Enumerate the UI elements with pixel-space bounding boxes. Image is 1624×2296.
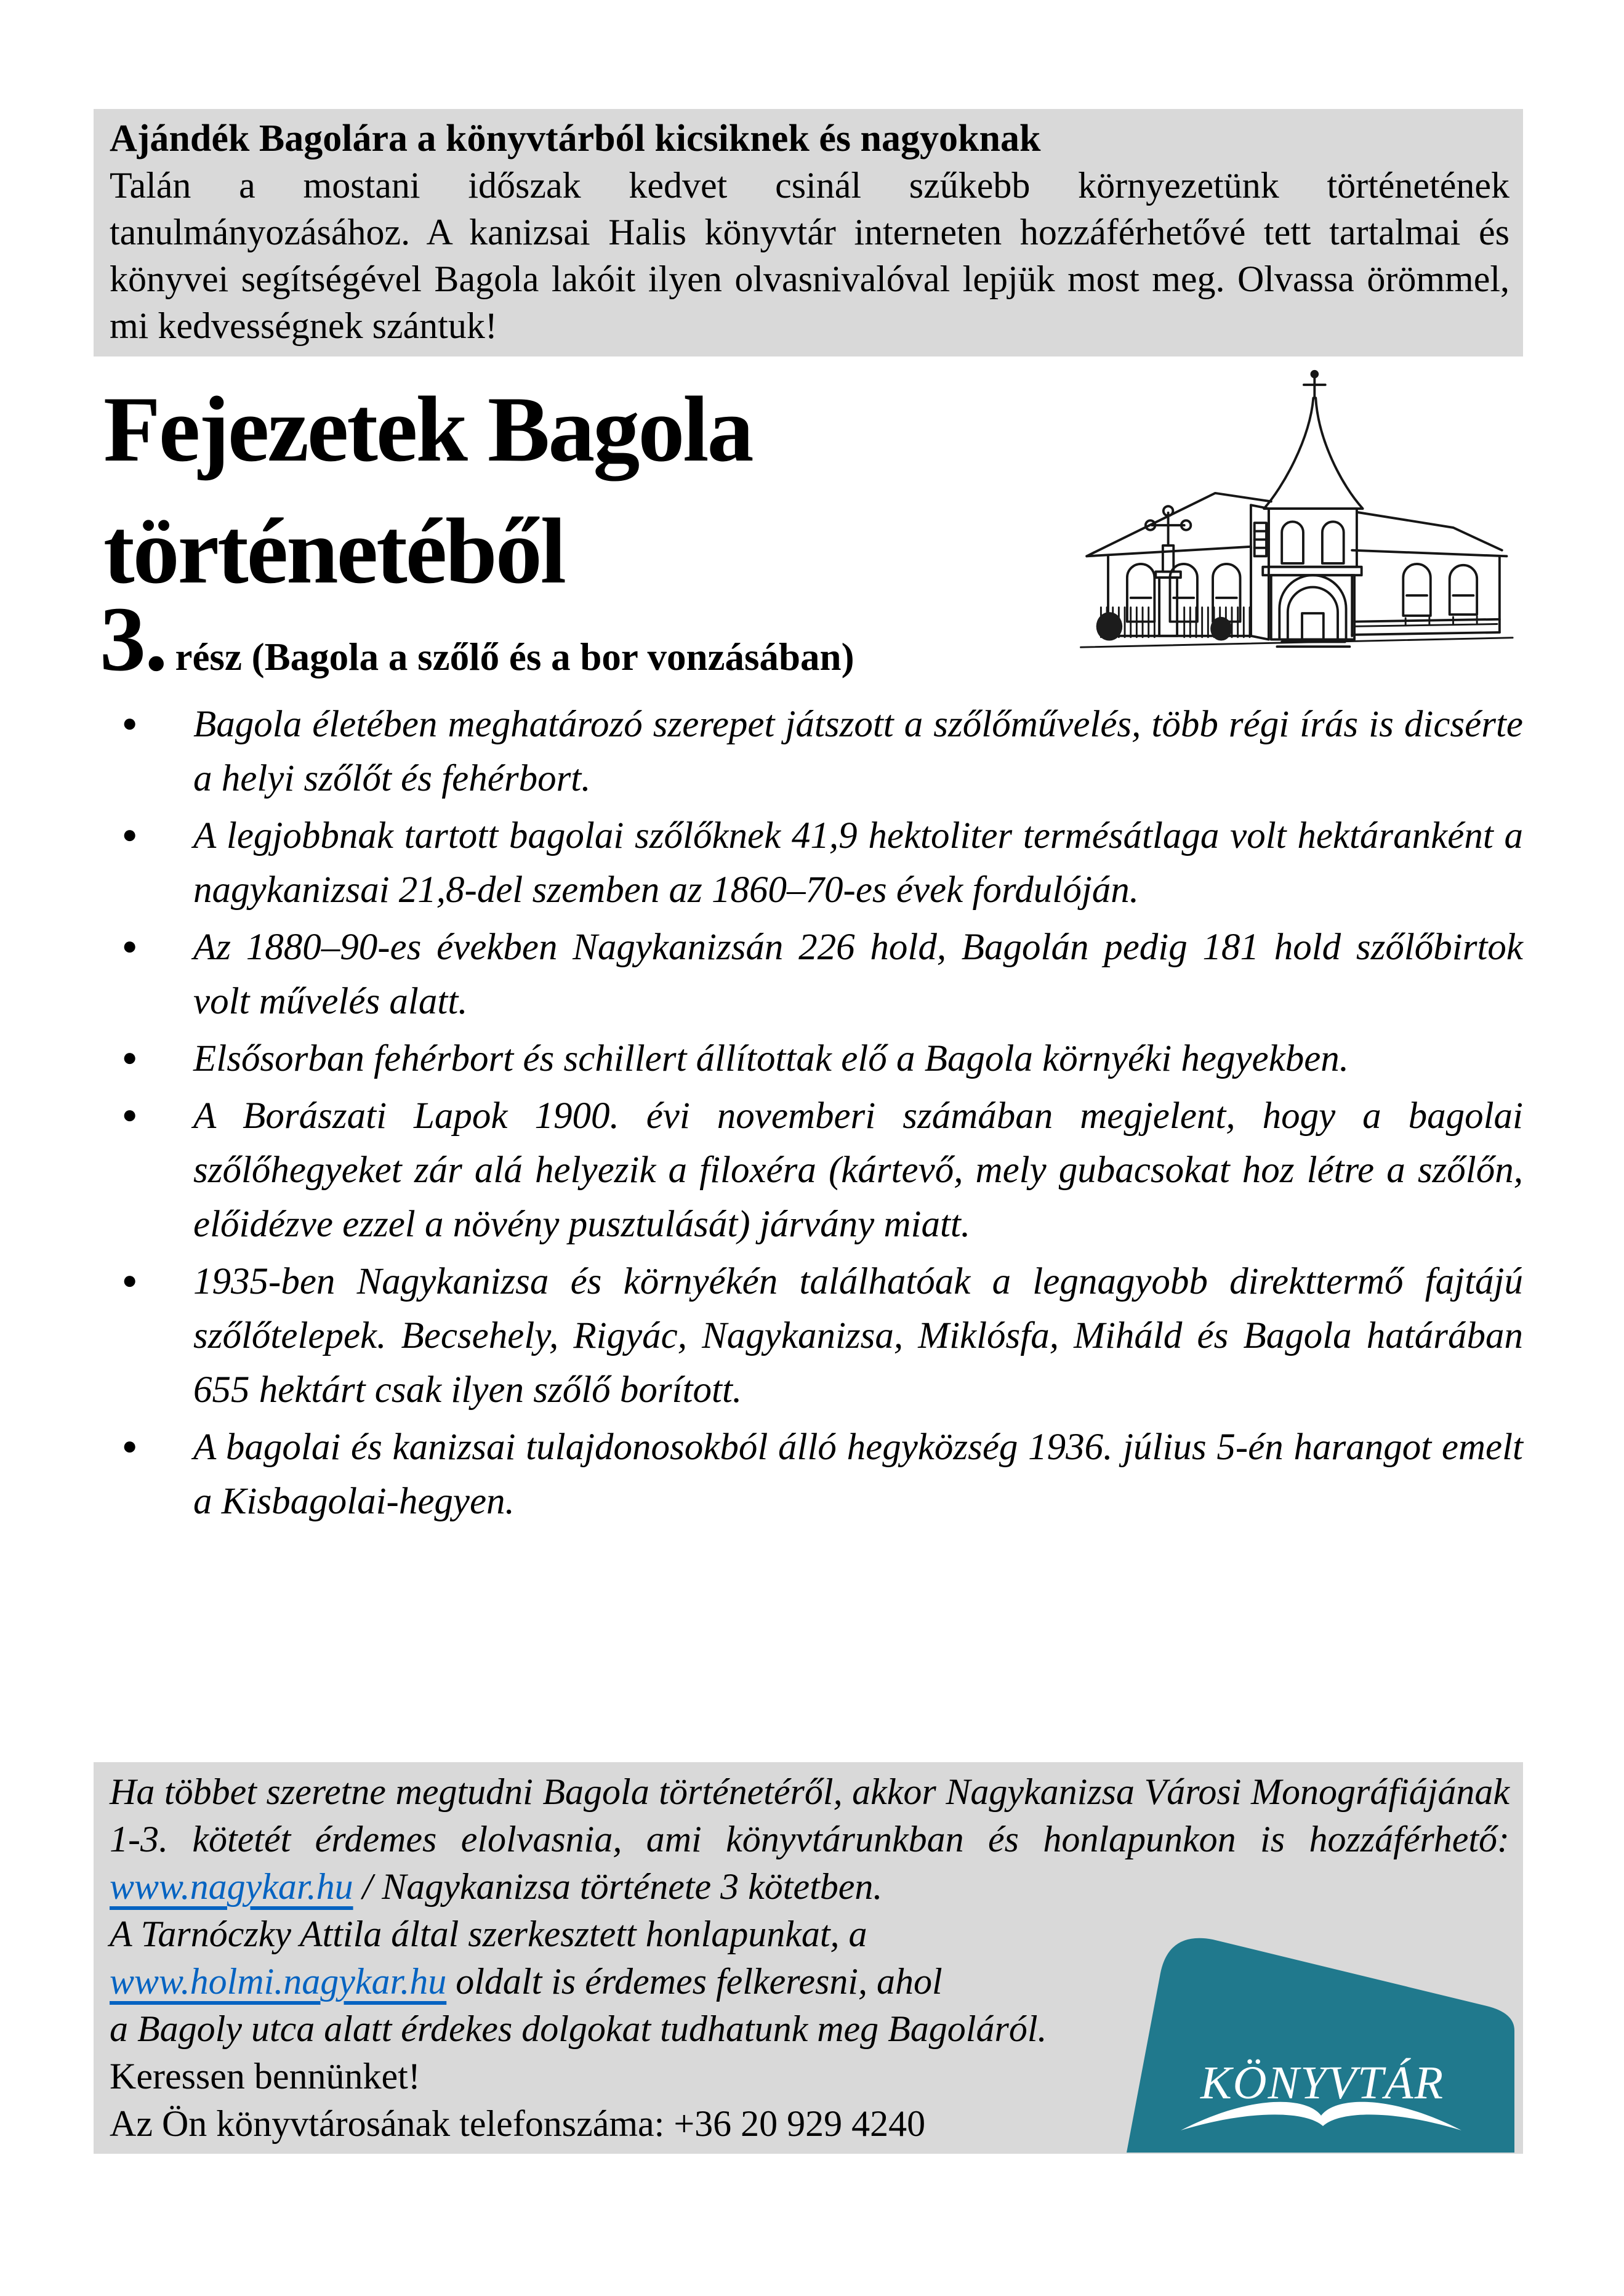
- list-item: ● A bagolai és kanizsai tulajdonosokból álló hegyközség 1936. július 5-én harangot emelt a Kisbagolai-hegyen.: [94, 1420, 1523, 1529]
- library-logo-svg: [1127, 1912, 1514, 2153]
- church-illustration: [1072, 367, 1516, 655]
- page-title: [103, 368, 752, 612]
- steeple-spire: [1264, 371, 1362, 509]
- nagykar-link[interactable]: www.nagykar.hu: [110, 1866, 353, 1907]
- list-item: ● Elsősorban fehérbort és schillert állítottak elő a Bagola környéki hegyekben.: [94, 1032, 1523, 1086]
- list-item: ● 1935-ben Nagykanizsa és környékén találhatóak a legnagyobb direkttermő fajtájú szőlőtelepek. Becsehely, Rigyác, Nagykanizsa, Miklósfa, Miháld és Bagola határában 655 hektárt csak ilyen szőlő borított.: [94, 1255, 1523, 1417]
- gift-note-box: [94, 109, 1523, 356]
- gift-note-title: Ajándék Bagolára a könyvtárból kicsiknek és nagyoknak: [110, 118, 1041, 159]
- section-title: rész (Bagola a szőlő és a bor vonzásában): [175, 635, 854, 679]
- info-paragraph: [110, 1768, 1509, 1911]
- section-number: 3.: [100, 588, 167, 690]
- gift-note-text: Talán a mostani időszak kedvet csinál szűkebb környezetünk történetének tanulmányozásához. A kanizsai Halis könyvtár interneten hozzáférhetővé tett tartalmai és könyvei segítségével Bagola lakóit ilyen olvasnivalóval lepjük most meg. Olvassa örömmel, mi kedvességnek szántuk!: [110, 165, 1509, 346]
- list-item: ● Az 1880–90-es években Nagykanizsán 226 hold, Bagolán pedig 181 hold szőlőbirtok volt művelés alatt.: [94, 920, 1523, 1029]
- page-title-line-1: Fejezetek Bagola: [103, 377, 752, 481]
- list-item: ● A legjobbnak tartott bagolai szőlőknek 41,9 hektoliter termésátlaga volt hektáranként a nagykanizsai 21,8-del szemben az 1860–70-es évek fordulóján.: [94, 809, 1523, 917]
- section-heading: [100, 586, 854, 692]
- holmi-nagykar-link[interactable]: www.holmi.nagykar.hu: [110, 1961, 447, 2002]
- info-text-1: Ha többet szeretne megtudni Bagola történetéről, akkor Nagykanizsa Városi Monográfiájának 1-3. kötetét érdemes elolvasnia, ami könyvtárunkban és honlapunkon is hozzáférhető:: [110, 1771, 1509, 1859]
- phone-line: Az Ön könyvtárosának telefonszáma: +36 20 929 4240: [110, 2103, 926, 2144]
- info-text-5: a Bagoly utca alatt érdekes dolgokat tudhatunk meg Bagoláról.: [110, 2008, 1047, 2049]
- history-facts-list: [94, 698, 1523, 1532]
- library-logo-text: KÖNYVTÁR: [1200, 2057, 1445, 2109]
- entrance-porch: [1271, 575, 1354, 647]
- list-item: ● A Borászati Lapok 1900. évi novemberi számában megjelent, hogy a bagolai szőlőhegyeket zár alá helyezik a filoxéra (kártevő, mely gubacsokat hoz létre a szőlőn, előidézve ezzel a növény pusztulását) járvány miatt.: [94, 1089, 1523, 1252]
- info-text-4: oldalt is érdemes felkeresni, ahol: [446, 1961, 943, 2002]
- info-text-2: / Nagykanizsa története 3 kötetben.: [353, 1866, 883, 1907]
- church-drawing-svg: [1072, 367, 1516, 650]
- info-text-6: Keressen bennünket!: [110, 2056, 420, 2097]
- list-item: ● Bagola életében meghatározó szerepet játszott a szőlőművelés, több régi írás is dicsérte a helyi szőlőt és fehérbort.: [94, 698, 1523, 806]
- page-title-line-2: történetéből: [103, 499, 565, 603]
- info-box: [94, 1762, 1523, 2154]
- info-text-3: A Tarnóczky Attila által szerkesztett honlapunkat, a: [110, 1914, 867, 1954]
- library-logo: [1127, 1912, 1514, 2153]
